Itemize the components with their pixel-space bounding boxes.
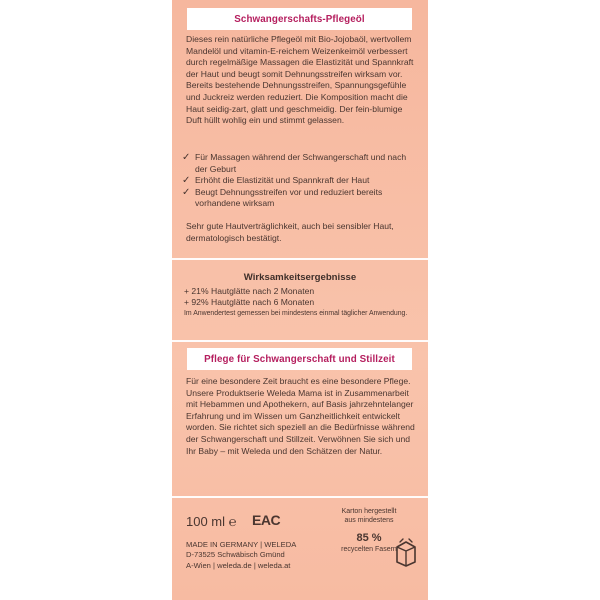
results-title: Wirksamkeitsergebnisse <box>243 272 357 283</box>
check-item <box>182 152 418 175</box>
result-line: + 92% Hautglätte nach 6 Monaten <box>184 297 315 308</box>
benefit-checklist <box>182 152 418 210</box>
result-line: + 21% Hautglätte nach 2 Monaten <box>184 286 315 296</box>
check-item-text: Für Massagen während der Schwangerschaft und nach der Geburt <box>195 152 407 174</box>
manufacturer-address <box>186 540 326 571</box>
series-description: Für eine besondere Zeit braucht es eine besondere Pflege. Unsere Produktserie Weleda Mama ist in Zusammenarbeit mit Hebammen und Apothekern, auf Basis jahrzehntelanger Erfahrung und im Wissen um Ganzheitlichkeit entwickelt worden. Sie richtet sich speziell an die Bedürfnisse während der Schwangerschaft und Stillzeit. Verwöhnen Sie sich und Ihr Baby – mit Weleda und den Schätzen der Natur. <box>186 376 415 456</box>
divider <box>172 258 428 260</box>
checkmark-icon: ✓ <box>182 175 191 187</box>
recycle-caption: Karton hergestellt aus mindestens <box>341 508 397 524</box>
section-title-stillzeit: Pflege für Schwangerschaft und Stillzeit <box>187 348 412 370</box>
eac-mark: EAC <box>252 512 281 528</box>
skin-tolerance-note: Sehr gute Hautverträglichkeit, auch bei sensibler Haut, dermatologisch bestätigt. <box>186 221 394 243</box>
check-item <box>182 187 418 210</box>
divider <box>172 340 428 342</box>
recycle-percentage: 85 % <box>356 532 382 544</box>
address-line: A-Wien | weleda.de | weleda.at <box>186 560 291 570</box>
product-description: Dieses rein natürliche Pflegeöl mit Bio-Jojobaöl, wertvollem Mandelöl und vitamin-E-reichem Weizenkeimöl verbessert durch regelmäßige Massagen die Elastizität und Spannkraft der Haut und beugt somit Dehnungsstreifen wirksam vor. Bereits bestehende Dehnungsstreifen, Spannungsgefühle und Juckreiz werden reduziert. Die Komposition macht die Haut seidig-zart, glatt und geschmeidig. Der fein-blumige Duft hüllt wohlig ein und stimmt gelassen. <box>186 34 414 126</box>
product-label-panel <box>172 0 428 600</box>
recycle-caption-bottom: recycelten Fasern <box>341 546 397 553</box>
address-line: D-73525 Schwäbisch Gmünd <box>186 550 285 560</box>
recycled-box-icon <box>394 538 418 568</box>
divider <box>172 496 428 498</box>
results-footnote: Im Anwendertest gemessen bei mindestens einmal täglicher Anwendung. <box>184 310 408 317</box>
check-item-text: Erhöht die Elastizität und Spannkraft der Haut <box>195 175 370 186</box>
checkmark-icon: ✓ <box>182 186 191 198</box>
volume-label: 100 ml ℮ <box>186 514 237 529</box>
check-item <box>182 175 418 187</box>
results-list <box>184 286 420 308</box>
recycling-info <box>332 508 422 588</box>
checkmark-icon: ✓ <box>182 152 191 163</box>
check-item-text: Beugt Dehnungsstreifen vor und reduziert bereits vorhandene wirksam <box>195 186 383 209</box>
section-title-pflegeoel: Schwangerschafts-Pflegeöl <box>187 8 412 30</box>
address-line: MADE IN GERMANY | WELEDA <box>186 540 297 549</box>
